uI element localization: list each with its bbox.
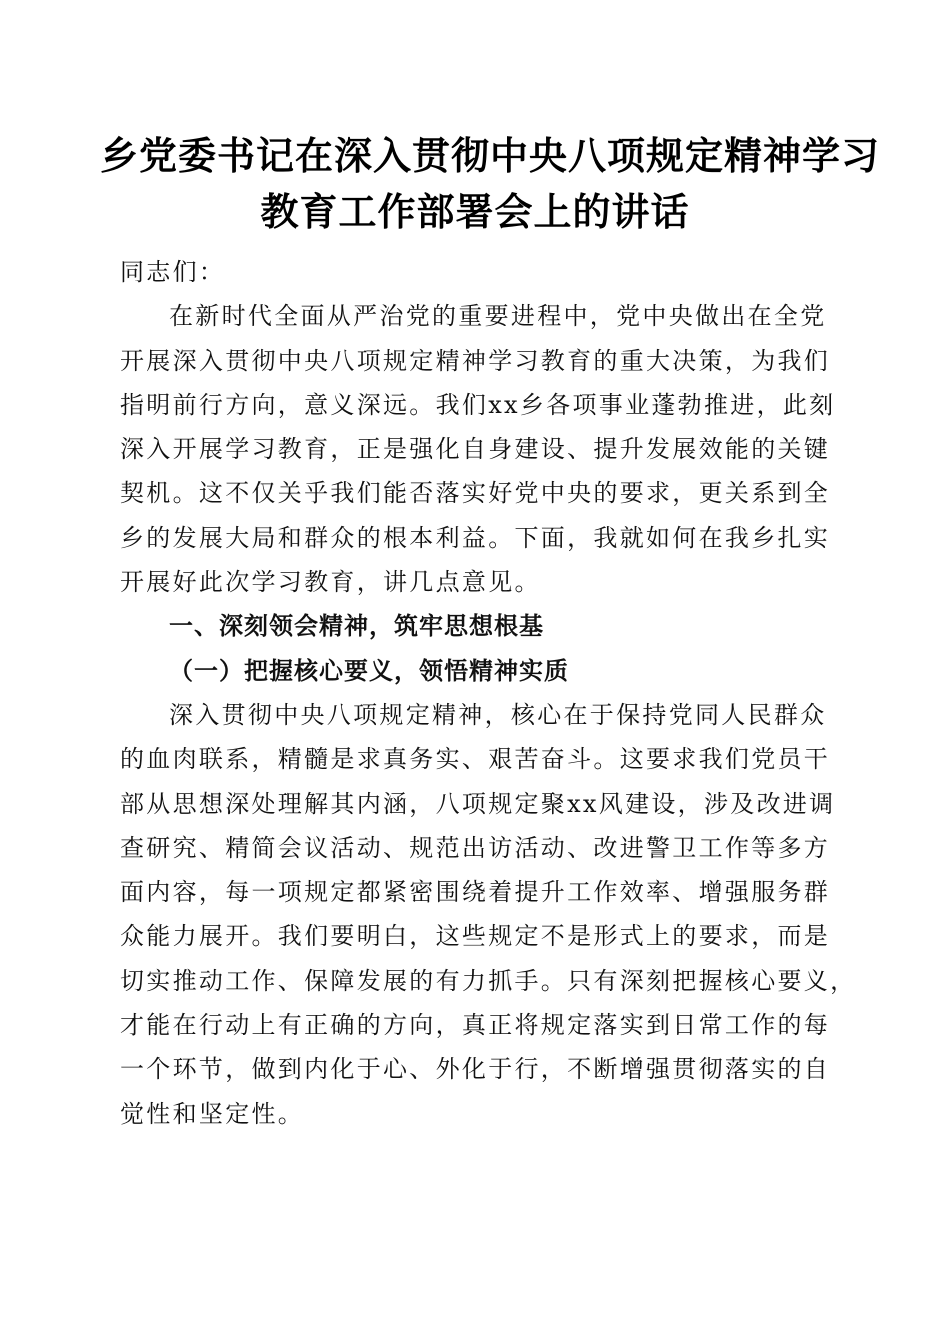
document-body bbox=[120, 250, 857, 1136]
paragraph-core-essence bbox=[120, 693, 857, 1136]
title-line-2: 教育工作部署会上的讲话 bbox=[260, 189, 690, 234]
paragraph-line: 才能在行动上有正确的方向，真正将规定落实到日常工作的每 bbox=[120, 1011, 831, 1040]
document-title bbox=[100, 128, 881, 240]
paragraph-line: 面内容，每一项规定都紧密围绕着提升工作效率、增强服务群 bbox=[120, 878, 831, 907]
paragraph-line: 契机。这不仅关乎我们能否落实好党中央的要求，更关系到全 bbox=[120, 479, 831, 508]
paragraph-line: 开展深入贯彻中央八项规定精神学习教育的重大决策，为我们 bbox=[120, 346, 831, 375]
subsection-heading-1: （一）把握核心要义，领悟精神实质 bbox=[169, 655, 569, 685]
paragraph-line: 众能力展开。我们要明白，这些规定不是形式上的要求，而是 bbox=[120, 922, 831, 951]
paragraph-line: 乡的发展大局和群众的根本利益。下面，我就如何在我乡扎实 bbox=[120, 523, 831, 552]
paragraph-line: 深入开展学习教育，正是强化自身建设、提升发展效能的关键 bbox=[120, 435, 831, 464]
paragraph-line: 开展好此次学习教育，讲几点意见。 bbox=[120, 568, 541, 597]
paragraph-intro bbox=[120, 294, 836, 604]
paragraph-line: 深入贯彻中央八项规定精神，核心在于保持党同人民群众 bbox=[169, 700, 827, 729]
paragraph-line: 切实推动工作、保障发展的有力抓手。只有深刻把握核心要义， bbox=[120, 966, 857, 995]
paragraph-line: 查研究、精简会议活动、规范出访活动、改进警卫工作等多方 bbox=[120, 833, 831, 862]
paragraph-line: 一个环节，做到内化于心、外化于行，不断增强贯彻落实的自 bbox=[120, 1055, 831, 1084]
paragraph-line: 觉性和坚定性。 bbox=[120, 1099, 305, 1128]
salutation: 同志们： bbox=[120, 258, 226, 286]
paragraph-line: 的血肉联系，精髓是求真务实、艰苦奋斗。这要求我们党员干 bbox=[120, 745, 831, 774]
section-heading-1: 一、深刻领会精神，筑牢思想根基 bbox=[169, 612, 544, 641]
paragraph-line: 在新时代全面从严治党的重要进程中，党中央做出在全党 bbox=[169, 302, 827, 331]
paragraph-line: 指明前行方向，意义深远。我们xx乡各项事业蓬勃推进，此刻 bbox=[120, 390, 836, 419]
title-line-1: 乡党委书记在深入贯彻中央八项规定精神学习 bbox=[100, 133, 881, 178]
paragraph-line: 部从思想深处理解其内涵，八项规定聚xx风建设，涉及改进调 bbox=[120, 789, 836, 818]
